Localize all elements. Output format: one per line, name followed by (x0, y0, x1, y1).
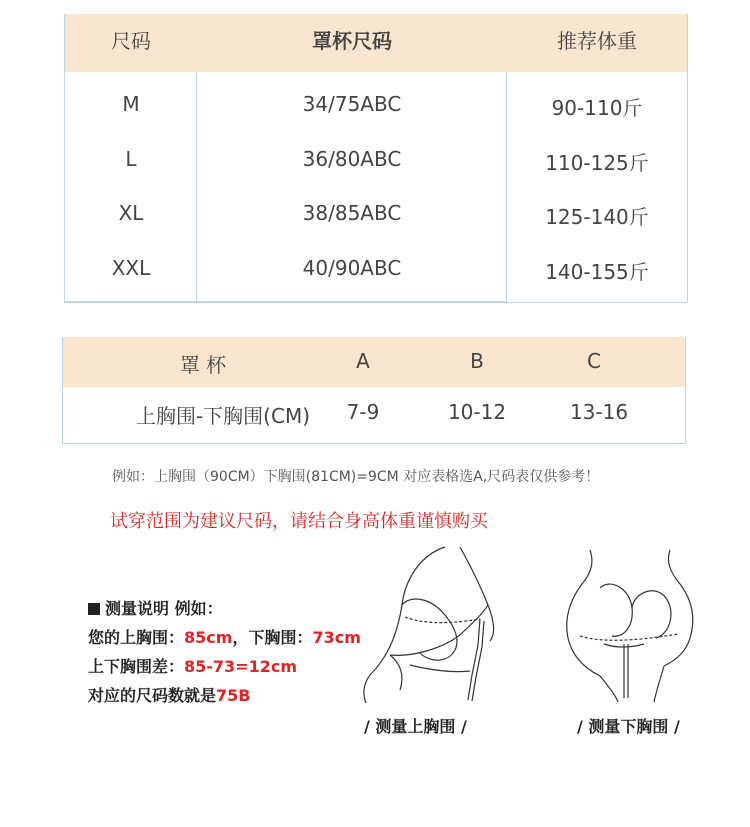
fit-warning: 试穿范围为建议尺码，请结合身高体重谨慎购买 (110, 511, 488, 532)
divider (65, 301, 507, 302)
table-cell: 125-140斤 (545, 205, 649, 229)
caption-upper-bust: / 测量上胸围 / (364, 717, 467, 736)
table-cell: 36/80ABC (302, 147, 402, 171)
table-cell: 90-110斤 (551, 96, 643, 120)
table-cell: M (122, 92, 140, 116)
table-cell: 38/85ABC (302, 201, 402, 225)
table-cell: 40/90ABC (302, 256, 402, 280)
upper-bust-illustration (360, 545, 510, 705)
header-cup-size: 罩杯尺码 (312, 29, 392, 53)
size-table (64, 14, 688, 303)
measure-line-1: 您的上胸围：85cm，下胸围：73cm (88, 628, 361, 647)
square-bullet-icon (88, 603, 100, 615)
header-c: C (587, 349, 601, 373)
measure-line-3: 对应的尺码数就是75B (88, 686, 251, 705)
table-cell: 34/75ABC (302, 92, 402, 116)
header-size: 尺码 (111, 29, 151, 53)
value-b: 10-12 (447, 400, 507, 424)
header-b: B (470, 349, 484, 373)
row-label: 上胸围-下胸围(CM) (135, 404, 311, 428)
table-cell: XXL (111, 256, 151, 280)
table-cell: L (125, 147, 137, 171)
caption-lower-bust: / 测量下胸围 / (577, 717, 680, 736)
value-c: 13-16 (569, 400, 629, 424)
header-cup: 罩 杯 (179, 353, 227, 377)
table-cell: 140-155斤 (545, 260, 649, 284)
example-note: 例如：上胸围（90CM）下胸围(81CM)=9CM 对应表格选A,尺码表仅供参考！ (112, 469, 600, 485)
lower-bust-illustration (560, 548, 700, 703)
cup-table (62, 337, 686, 444)
header-weight: 推荐体重 (557, 29, 637, 53)
size-table-header (65, 14, 687, 72)
measure-title: 测量说明 例如： (88, 596, 223, 619)
header-a: A (356, 349, 370, 373)
measure-line-2: 上下胸围差：85-73=12cm (88, 657, 298, 676)
table-cell: 110-125斤 (545, 151, 649, 175)
value-a: 7-9 (346, 400, 380, 424)
table-cell: XL (118, 201, 144, 225)
